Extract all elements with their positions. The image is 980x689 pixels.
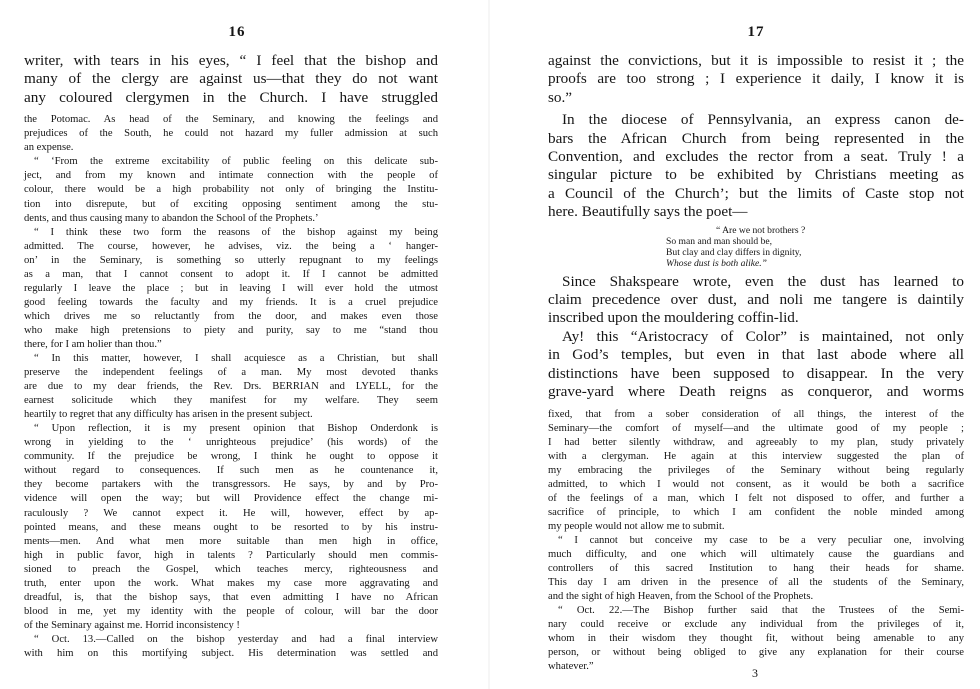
- letter-line: truth, enter upon the work. What makes my case more aggravating and: [24, 577, 438, 589]
- letter-line: This day I am driven in the presence of all the students of the Seminary,: [548, 577, 964, 589]
- letter-line: controllers of this sacred Institution to hang their heads for shame.: [548, 563, 964, 575]
- letter-line: “ Upon reflection, it is my present opinion that Bishop Onderdonk is: [34, 423, 438, 435]
- letter-line: prejudices of the South, he could not hazard my fuller admission at such: [24, 128, 438, 140]
- right-quoted-letter: [548, 408, 964, 675]
- paragraph-line: Convention, and excludes the rector from a seat. Truly ! a: [548, 148, 964, 166]
- letter-line: with him on this mortifying subject. His determination was settled and: [24, 648, 438, 659]
- letter-line: Seminary—the comfort of myself—and the ultimate good of my people ;: [548, 422, 964, 434]
- poem-quote: [666, 225, 964, 269]
- letter-line: I had better silently withdraw, and agreeably to my plan, study privately: [548, 436, 964, 448]
- letter-line: fixed, that from a sober consideration of all things, the interest of the: [548, 408, 964, 420]
- letter-line: vidence will open the way; but will Providence effect the change mi-: [24, 493, 438, 505]
- paragraph-line: inscribed upon the mouldering coffin-lid.: [548, 309, 799, 327]
- intro-line: proofs are too strong ; I experience it daily, I know it is: [548, 70, 964, 88]
- paragraph-line: here. Beautifully says the poet—: [548, 203, 748, 221]
- left-intro-paragraph: [24, 52, 438, 107]
- letter-line: dreadful, is, that the bishop says, that even admitting I have no African: [24, 591, 438, 603]
- right-intro-paragraph: [548, 52, 964, 107]
- letter-line: “ I think these two form the reasons of the bishop against my being: [34, 226, 438, 238]
- letter-line: the Potomac. As head of the Seminary, and knowing the feelings and: [24, 114, 438, 126]
- letter-line: “ I cannot but conceive my case to be a very peculiar one, involving: [558, 534, 964, 546]
- letter-line: which drives me so reluctantly from the door, and makes even those: [24, 310, 438, 322]
- letter-line: on’ in the Seminary, is something so utterly repugnant to my feelings: [24, 254, 438, 266]
- letter-line: they become partakers with the transgressors. He says, by and by Pro-: [24, 479, 438, 491]
- letter-line: without regard to consequences. If such men as he countenance it,: [24, 465, 438, 477]
- letter-line: as a man, that I cannot consent to adopt it. If I cannot be admitted: [24, 268, 438, 280]
- letter-line: my people would not allow me to submit.: [548, 520, 725, 532]
- poem-line: “ Are we not brothers ?: [716, 224, 806, 236]
- letter-line: and the sight of high Heaven, from the School of the Prophets.: [548, 591, 814, 603]
- pennsylvania-paragraph: [548, 111, 964, 221]
- letter-line: ject, and from my known and intimate connection with the people of: [24, 170, 438, 182]
- aristocracy-paragraph: [548, 328, 964, 402]
- intro-line: so.”: [548, 88, 573, 106]
- letter-line: blood in me, yet my identity with the people of colour, will bar the door: [24, 605, 438, 617]
- poem-line: So man and man should be,: [666, 235, 773, 247]
- intro-line: many of the clergy are against us—that they do not want: [24, 70, 438, 88]
- letter-line: whom in their wisdom they thought fit, without being amenable to any: [548, 633, 964, 645]
- letter-line: of the feelings of a man, which I felt not disposed to offer, and further a: [548, 492, 964, 504]
- intro-line: against the convictions, but it is impossible to resist it ; the: [548, 52, 964, 69]
- paragraph-line: Since Shakspeare wrote, even the dust has learned to: [562, 272, 964, 290]
- letter-line: community. If the prejudice be wrong, I think he ought to oppose it: [24, 451, 438, 463]
- letter-line: “ ‘From the extreme excitability of public feeling on this delicate sub-: [34, 156, 438, 168]
- letter-line: “ In this matter, however, I shall acquiesce as a Christian, but shall: [34, 353, 438, 365]
- letter-line: pointed means, and these means ought to be resorted to by his instru-: [24, 521, 438, 533]
- paragraph-line: claim precedence over dust, and noli me tangere is daintily: [548, 291, 964, 309]
- page-number-right: 17: [747, 24, 765, 40]
- letter-line: earnest solicitude which they manifest for my welfare. They seem: [24, 395, 438, 407]
- letter-line: admitted, to which I would not consent, as it would be both a sacrifice: [548, 478, 964, 490]
- letter-line: high in public favor, high in talents ? Particularly should men commis-: [24, 549, 438, 561]
- page-number-left: 16: [228, 24, 246, 40]
- letter-line: wrong in yielding to the ‘ unrighteous prejudice’ (his words) of the: [24, 437, 438, 449]
- paragraph-line: grave-yard where Death reigns as conqueror, and worms: [548, 383, 964, 401]
- letter-line: nary could receive or exclude any individual from the privileges of it,: [548, 619, 964, 631]
- letter-line: who make high pretensions to piety and purity, say to me “stand thou: [24, 324, 438, 336]
- letter-line: with a clergyman. He again at this interview suggested the plan of: [548, 450, 964, 462]
- paragraph-line: Ay! this “Aristocracy of Color” is maintained, not only: [562, 327, 964, 345]
- poem-line: Whose dust is both alike.”: [666, 257, 767, 269]
- letter-line: dents, and thus causing many to abandon the School of the Prophets.’: [24, 212, 319, 224]
- paragraph-line: in God’s temples, but even in that last abode where all: [548, 346, 964, 364]
- letter-line: heartily to regret that any difficulty has arisen in the present subject.: [24, 409, 313, 421]
- letter-line: preserve the independent feelings of a man. My most devoted thanks: [24, 367, 438, 379]
- letter-line: are due to my dear friends, the Rev. Drs. BERRIAN and LYELL, for the: [24, 381, 438, 393]
- letter-line: admitted. The course, however, he advises, viz. the being a ‘ hanger-: [24, 240, 438, 252]
- shakspeare-paragraph: [548, 273, 964, 328]
- poem-line: But clay and clay differs in dignity,: [666, 246, 802, 258]
- letter-line: of the Seminary against me. Horrid inconsistency !: [24, 619, 240, 631]
- letter-line: sioned to preach the Gospel, which teaches mercy, righteousness and: [24, 563, 438, 575]
- letter-line: there, for I am holier than thou.”: [24, 338, 162, 350]
- letter-line: much difficulty, and one which will ultimately cause the guardians and: [548, 548, 964, 560]
- letter-line: an expense.: [24, 142, 74, 154]
- letter-line: whatever.”: [548, 661, 594, 673]
- left-quoted-letter: [24, 113, 438, 661]
- letter-line: tion into disrepute, but of exciting opposing sentiment among the stu-: [24, 198, 438, 210]
- letter-line: good feeling towards the faculty and my friends. It is a cruel prejudice: [24, 296, 438, 308]
- intro-line: any coloured clergymen in the Church. I have struggled: [24, 88, 438, 106]
- letter-line: “ Oct. 22.—The Bishop further said that the Trustees of the Semi-: [558, 605, 964, 617]
- paragraph-line: bars the African Church from being represented in the: [548, 129, 964, 147]
- paragraph-line: a Council of the Church’; but the limits of Caste stop not: [548, 184, 964, 202]
- paragraph-line: distinctions have been supposed to disappear. In the very: [548, 364, 964, 382]
- letter-line: my embracing the privileges of the Seminary without being regularly: [548, 464, 964, 476]
- letter-line: raculously ? We cannot expect it. He will, however, effect by ap-: [24, 507, 438, 519]
- paragraph-line: singular picture to be exhibited by Christians meeting as: [548, 166, 964, 184]
- letter-line: colour, there would be a high probability not only of bringing the Institu-: [24, 184, 438, 196]
- intro-line: writer, with tears in his eyes, “ I feel that the bishop and: [24, 52, 438, 69]
- letter-line: regularly I leave the place ; but in leaving I will ever hold the utmost: [24, 282, 438, 294]
- letter-line: sacrifice of principle, to which I am confident the noble minded among: [548, 506, 964, 518]
- letter-line: “ Oct. 13.—Called on the bishop yesterday and had a final interview: [34, 633, 438, 645]
- letter-line: ments—men. And what men more suitable than men high in office,: [24, 535, 438, 547]
- right-page: [490, 0, 980, 689]
- paragraph-line: In the diocese of Pennsylvania, an express canon de-: [562, 111, 964, 129]
- signature-mark: 3: [752, 666, 758, 680]
- letter-line: person, or without being obliged to give any explanation for their course: [548, 647, 964, 659]
